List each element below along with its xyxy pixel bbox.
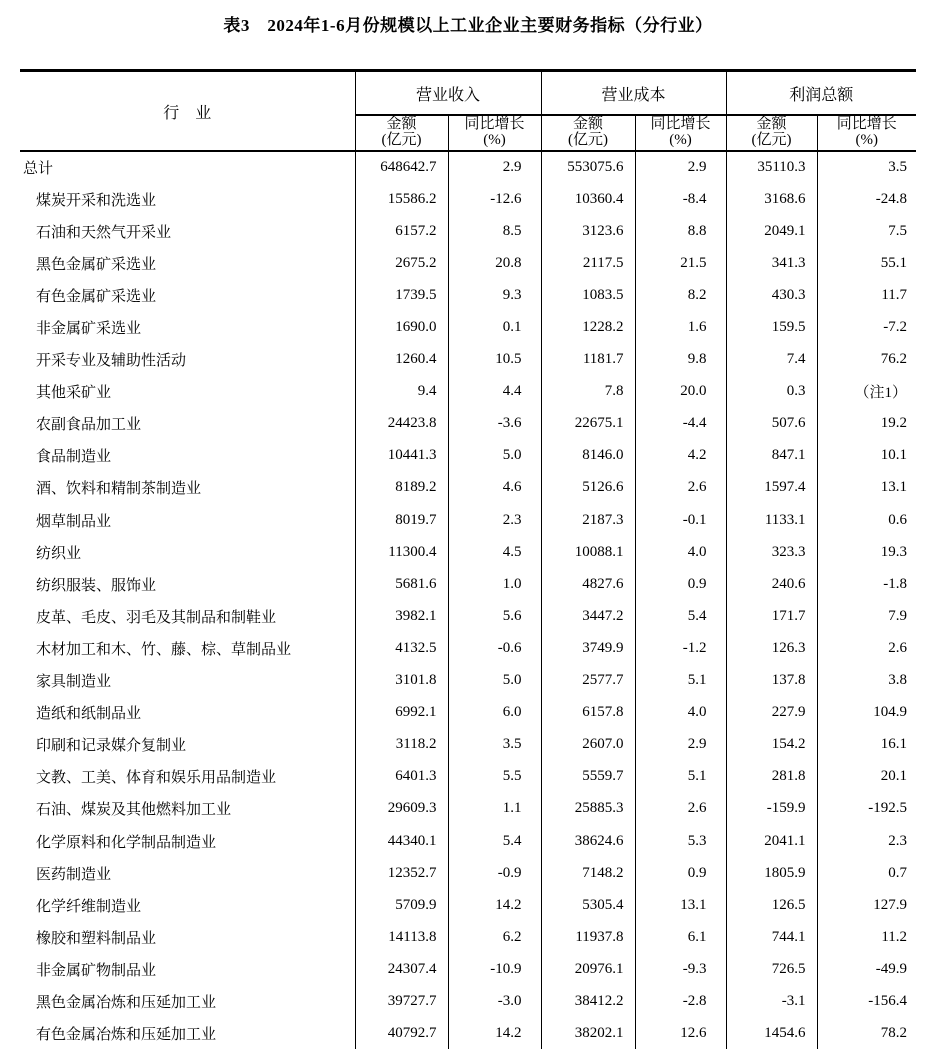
growth-cell: 2.3	[817, 825, 916, 857]
growth-cell: 2.9	[448, 151, 541, 183]
amount-cell: 1181.7	[541, 344, 635, 376]
growth-cell: 0.9	[635, 857, 726, 889]
amount-cell: 6992.1	[355, 697, 448, 729]
growth-cell: 78.2	[817, 1018, 916, 1049]
amount-cell: 341.3	[726, 247, 817, 279]
growth-cell: -7.2	[817, 311, 916, 343]
growth-cell: 11.7	[817, 279, 916, 311]
amount-cell: 6401.3	[355, 761, 448, 793]
amount-cell: 0.3	[726, 376, 817, 408]
amount-cell: 1083.5	[541, 279, 635, 311]
table-row	[20, 215, 916, 247]
growth-cell: 20.1	[817, 761, 916, 793]
table-row	[20, 311, 916, 343]
table-row	[20, 953, 916, 985]
amount-cell: 11937.8	[541, 921, 635, 953]
amount-cell: 10088.1	[541, 536, 635, 568]
growth-cell: 6.2	[448, 921, 541, 953]
amount-cell: -159.9	[726, 793, 817, 825]
subheader-line1: 同比增长	[464, 116, 525, 132]
growth-cell: -192.5	[817, 793, 916, 825]
growth-cell: 7.9	[817, 600, 916, 632]
growth-cell: 11.2	[817, 921, 916, 953]
growth-cell: 1.0	[448, 568, 541, 600]
amount-cell: 2049.1	[726, 215, 817, 247]
growth-cell: 14.2	[448, 1018, 541, 1049]
growth-cell: 8.2	[635, 279, 726, 311]
industry-cell: 黑色金属矿采选业	[36, 256, 157, 273]
industry-cell: 有色金属冶炼和压延加工业	[36, 1027, 217, 1044]
subheader-line1: 金额	[386, 116, 417, 132]
subheader-line1: 金额	[573, 116, 604, 132]
table-row	[20, 279, 916, 311]
industry-cell: 非金属矿物制品业	[36, 962, 157, 979]
growth-cell: -10.9	[448, 953, 541, 985]
growth-cell: -4.4	[635, 408, 726, 440]
table-row	[20, 344, 916, 376]
growth-cell: 4.0	[635, 697, 726, 729]
subheader-line2: (亿元)	[568, 132, 609, 148]
industry-cell: 橡胶和塑料制品业	[36, 930, 157, 947]
growth-cell: 2.6	[635, 472, 726, 504]
amount-cell: 553075.6	[541, 151, 635, 183]
industry-cell: 食品制造业	[36, 449, 112, 466]
amount-cell: 5126.6	[541, 472, 635, 504]
subheader-line2: (%)	[855, 132, 879, 148]
amount-cell: 40792.7	[355, 1018, 448, 1049]
growth-cell: 0.1	[448, 311, 541, 343]
table-row	[20, 1018, 916, 1049]
growth-cell: 4.4	[448, 376, 541, 408]
growth-cell: 5.3	[635, 825, 726, 857]
amount-cell: 7.8	[541, 376, 635, 408]
industry-cell: 文教、工美、体育和娱乐用品制造业	[36, 770, 277, 787]
amount-cell: 3749.9	[541, 632, 635, 664]
growth-cell: 12.6	[635, 1018, 726, 1049]
amount-cell: 8146.0	[541, 440, 635, 472]
amount-cell: 3168.6	[726, 183, 817, 215]
growth-cell: 14.2	[448, 889, 541, 921]
amount-cell: 171.7	[726, 600, 817, 632]
table-row	[20, 408, 916, 440]
growth-cell: 2.3	[448, 504, 541, 536]
column-group-operating-cost: 营业成本	[541, 72, 726, 115]
growth-cell: 4.0	[635, 536, 726, 568]
amount-cell: 227.9	[726, 697, 817, 729]
growth-cell: -8.4	[635, 183, 726, 215]
growth-cell: -2.8	[635, 985, 726, 1017]
amount-cell: 1260.4	[355, 344, 448, 376]
growth-cell: -0.1	[635, 504, 726, 536]
growth-cell: 2.6	[635, 793, 726, 825]
growth-cell: -49.9	[817, 953, 916, 985]
amount-cell: 1805.9	[726, 857, 817, 889]
subheader-line1: 同比增长	[650, 116, 711, 132]
industry-cell: 烟草制品业	[36, 513, 112, 530]
amount-cell: 7.4	[726, 344, 817, 376]
growth-cell: 9.3	[448, 279, 541, 311]
growth-cell: 16.1	[817, 729, 916, 761]
industry-cell: 家具制造业	[36, 674, 112, 691]
table-row	[20, 151, 916, 183]
amount-cell: 1228.2	[541, 311, 635, 343]
growth-cell: 1.1	[448, 793, 541, 825]
amount-cell: 14113.8	[355, 921, 448, 953]
amount-cell: 8189.2	[355, 472, 448, 504]
table-row	[20, 729, 916, 761]
column-header-profit-amount	[726, 115, 817, 151]
growth-cell: -0.9	[448, 857, 541, 889]
amount-cell: 6157.2	[355, 215, 448, 247]
growth-cell: 7.5	[817, 215, 916, 247]
amount-cell: 38624.6	[541, 825, 635, 857]
growth-cell: 6.0	[448, 697, 541, 729]
column-group-operating-revenue: 营业收入	[355, 72, 541, 115]
growth-cell: 3.5	[448, 729, 541, 761]
growth-cell: 2.6	[817, 632, 916, 664]
subheader-line2: (亿元)	[381, 132, 422, 148]
industry-cell: 木材加工和木、竹、藤、棕、草制品业	[36, 641, 292, 658]
amount-cell: 24307.4	[355, 953, 448, 985]
amount-cell: 2675.2	[355, 247, 448, 279]
amount-cell: 4132.5	[355, 632, 448, 664]
industry-cell: 非金属矿采选业	[36, 321, 142, 338]
growth-cell: 19.3	[817, 536, 916, 568]
subheader-line1: 同比增长	[836, 116, 897, 132]
growth-cell: 10.5	[448, 344, 541, 376]
amount-cell: 126.3	[726, 632, 817, 664]
amount-cell: 507.6	[726, 408, 817, 440]
growth-cell: 8.5	[448, 215, 541, 247]
growth-cell: 5.0	[448, 665, 541, 697]
table-row	[20, 665, 916, 697]
amount-cell: 126.5	[726, 889, 817, 921]
growth-cell: 1.6	[635, 311, 726, 343]
growth-cell: -24.8	[817, 183, 916, 215]
amount-cell: 159.5	[726, 311, 817, 343]
amount-cell: 5681.6	[355, 568, 448, 600]
growth-cell: 127.9	[817, 889, 916, 921]
industry-cell: 总计	[23, 161, 54, 178]
table-row	[20, 536, 916, 568]
growth-cell: -1.8	[817, 568, 916, 600]
growth-cell: 20.0	[635, 376, 726, 408]
industry-cell: 化学原料和化学制品制造业	[36, 834, 217, 851]
growth-cell: 19.2	[817, 408, 916, 440]
amount-cell: 2607.0	[541, 729, 635, 761]
amount-cell: 1133.1	[726, 504, 817, 536]
growth-cell: 3.5	[817, 151, 916, 183]
growth-cell: 9.8	[635, 344, 726, 376]
column-header-industry: 行 业	[20, 72, 355, 151]
table-row	[20, 472, 916, 504]
subheader-line1: 金额	[756, 116, 787, 132]
subheader-line2: (亿元)	[751, 132, 792, 148]
amount-cell: 24423.8	[355, 408, 448, 440]
table-body	[20, 151, 916, 1049]
industry-cell: 印刷和记录媒介复制业	[36, 738, 187, 755]
growth-cell: -12.6	[448, 183, 541, 215]
amount-cell: 1597.4	[726, 472, 817, 504]
amount-cell: 2187.3	[541, 504, 635, 536]
header-group-row	[20, 72, 916, 115]
growth-cell: 20.8	[448, 247, 541, 279]
growth-cell: -3.6	[448, 408, 541, 440]
growth-cell: 5.1	[635, 665, 726, 697]
amount-cell: 154.2	[726, 729, 817, 761]
amount-cell: 3101.8	[355, 665, 448, 697]
growth-cell: 8.8	[635, 215, 726, 247]
amount-cell: 240.6	[726, 568, 817, 600]
growth-cell: 55.1	[817, 247, 916, 279]
amount-cell: 38202.1	[541, 1018, 635, 1049]
column-header-revenue-amount	[355, 115, 448, 151]
industry-cell: 酒、饮料和精制茶制造业	[36, 481, 202, 498]
column-header-cost-growth	[635, 115, 726, 151]
amount-cell: 4827.6	[541, 568, 635, 600]
page-title: 表3 2024年1-6月份规模以上工业企业主要财务指标（分行业）	[223, 16, 713, 35]
industry-cell: 黑色金属冶炼和压延加工业	[36, 994, 217, 1011]
amount-cell: 5305.4	[541, 889, 635, 921]
amount-cell: 29609.3	[355, 793, 448, 825]
amount-cell: 744.1	[726, 921, 817, 953]
industry-cell: 造纸和纸制品业	[36, 706, 142, 723]
amount-cell: 15586.2	[355, 183, 448, 215]
amount-cell: 3982.1	[355, 600, 448, 632]
growth-cell: 5.4	[635, 600, 726, 632]
amount-cell: 2041.1	[726, 825, 817, 857]
amount-cell: 3118.2	[355, 729, 448, 761]
table-row	[20, 761, 916, 793]
industry-cell: 纺织业	[36, 545, 82, 562]
column-header-profit-growth	[817, 115, 916, 151]
subheader-line2: (%)	[669, 132, 692, 148]
amount-cell: 137.8	[726, 665, 817, 697]
growth-cell: 0.7	[817, 857, 916, 889]
growth-cell: 10.1	[817, 440, 916, 472]
industry-cell: 开采专业及辅助性活动	[36, 353, 187, 370]
growth-cell: 104.9	[817, 697, 916, 729]
growth-cell: -9.3	[635, 953, 726, 985]
growth-cell: 0.9	[635, 568, 726, 600]
table-row	[20, 183, 916, 215]
industry-cell: 皮革、毛皮、羽毛及其制品和制鞋业	[36, 609, 277, 626]
table-row	[20, 376, 916, 408]
growth-cell: 4.2	[635, 440, 726, 472]
industry-cell: 纺织服装、服饰业	[36, 577, 157, 594]
amount-cell: 12352.7	[355, 857, 448, 889]
growth-cell: -3.0	[448, 985, 541, 1017]
growth-cell: 13.1	[817, 472, 916, 504]
amount-cell: 22675.1	[541, 408, 635, 440]
amount-cell: 20976.1	[541, 953, 635, 985]
industry-cell: 石油、煤炭及其他燃料加工业	[36, 802, 232, 819]
amount-cell: 25885.3	[541, 793, 635, 825]
table-row	[20, 921, 916, 953]
amount-cell: 44340.1	[355, 825, 448, 857]
table-row	[20, 793, 916, 825]
amount-cell: 38412.2	[541, 985, 635, 1017]
column-header-cost-amount	[541, 115, 635, 151]
amount-cell: 648642.7	[355, 151, 448, 183]
amount-cell: 430.3	[726, 279, 817, 311]
amount-cell: 11300.4	[355, 536, 448, 568]
table-row	[20, 857, 916, 889]
growth-cell: 5.4	[448, 825, 541, 857]
growth-cell: 5.5	[448, 761, 541, 793]
amount-cell: 35110.3	[726, 151, 817, 183]
amount-cell: 3123.6	[541, 215, 635, 247]
growth-cell: 5.6	[448, 600, 541, 632]
column-group-total-profit: 利润总额	[726, 72, 916, 115]
industry-cell: 有色金属矿采选业	[36, 288, 157, 305]
amount-cell: 281.8	[726, 761, 817, 793]
table-row	[20, 825, 916, 857]
growth-cell: -0.6	[448, 632, 541, 664]
growth-cell: -156.4	[817, 985, 916, 1017]
amount-cell: 1690.0	[355, 311, 448, 343]
column-header-revenue-growth	[448, 115, 541, 151]
financial-indicators-table	[20, 69, 916, 1049]
growth-cell: （注1）	[817, 376, 916, 408]
industry-cell: 其他采矿业	[36, 385, 112, 402]
amount-cell: -3.1	[726, 985, 817, 1017]
growth-cell: 0.6	[817, 504, 916, 536]
industry-cell: 农副食品加工业	[36, 417, 142, 434]
amount-cell: 726.5	[726, 953, 817, 985]
growth-cell: 21.5	[635, 247, 726, 279]
amount-cell: 3447.2	[541, 600, 635, 632]
growth-cell: 76.2	[817, 344, 916, 376]
amount-cell: 10441.3	[355, 440, 448, 472]
table-row	[20, 504, 916, 536]
growth-cell: 4.5	[448, 536, 541, 568]
amount-cell: 1739.5	[355, 279, 448, 311]
table-row	[20, 697, 916, 729]
amount-cell: 847.1	[726, 440, 817, 472]
growth-cell: 5.0	[448, 440, 541, 472]
table-row	[20, 568, 916, 600]
amount-cell: 8019.7	[355, 504, 448, 536]
amount-cell: 39727.7	[355, 985, 448, 1017]
industry-cell: 石油和天然气开采业	[36, 224, 172, 241]
growth-cell: -1.2	[635, 632, 726, 664]
growth-cell: 4.6	[448, 472, 541, 504]
industry-cell: 医药制造业	[36, 866, 112, 883]
table-row	[20, 440, 916, 472]
amount-cell: 323.3	[726, 536, 817, 568]
amount-cell: 6157.8	[541, 697, 635, 729]
amount-cell: 1454.6	[726, 1018, 817, 1049]
amount-cell: 7148.2	[541, 857, 635, 889]
growth-cell: 2.9	[635, 151, 726, 183]
growth-cell: 5.1	[635, 761, 726, 793]
industry-cell: 煤炭开采和洗选业	[36, 192, 157, 209]
industry-cell: 化学纤维制造业	[36, 898, 142, 915]
table-row	[20, 632, 916, 664]
amount-cell: 2117.5	[541, 247, 635, 279]
table-row	[20, 247, 916, 279]
amount-cell: 10360.4	[541, 183, 635, 215]
growth-cell: 2.9	[635, 729, 726, 761]
amount-cell: 2577.7	[541, 665, 635, 697]
growth-cell: 13.1	[635, 889, 726, 921]
amount-cell: 9.4	[355, 376, 448, 408]
growth-cell: 3.8	[817, 665, 916, 697]
table	[20, 72, 916, 1049]
table-row	[20, 985, 916, 1017]
amount-cell: 5709.9	[355, 889, 448, 921]
table-row	[20, 889, 916, 921]
growth-cell: 6.1	[635, 921, 726, 953]
subheader-line2: (%)	[483, 132, 506, 148]
amount-cell: 5559.7	[541, 761, 635, 793]
table-header	[20, 72, 916, 151]
table-row	[20, 600, 916, 632]
